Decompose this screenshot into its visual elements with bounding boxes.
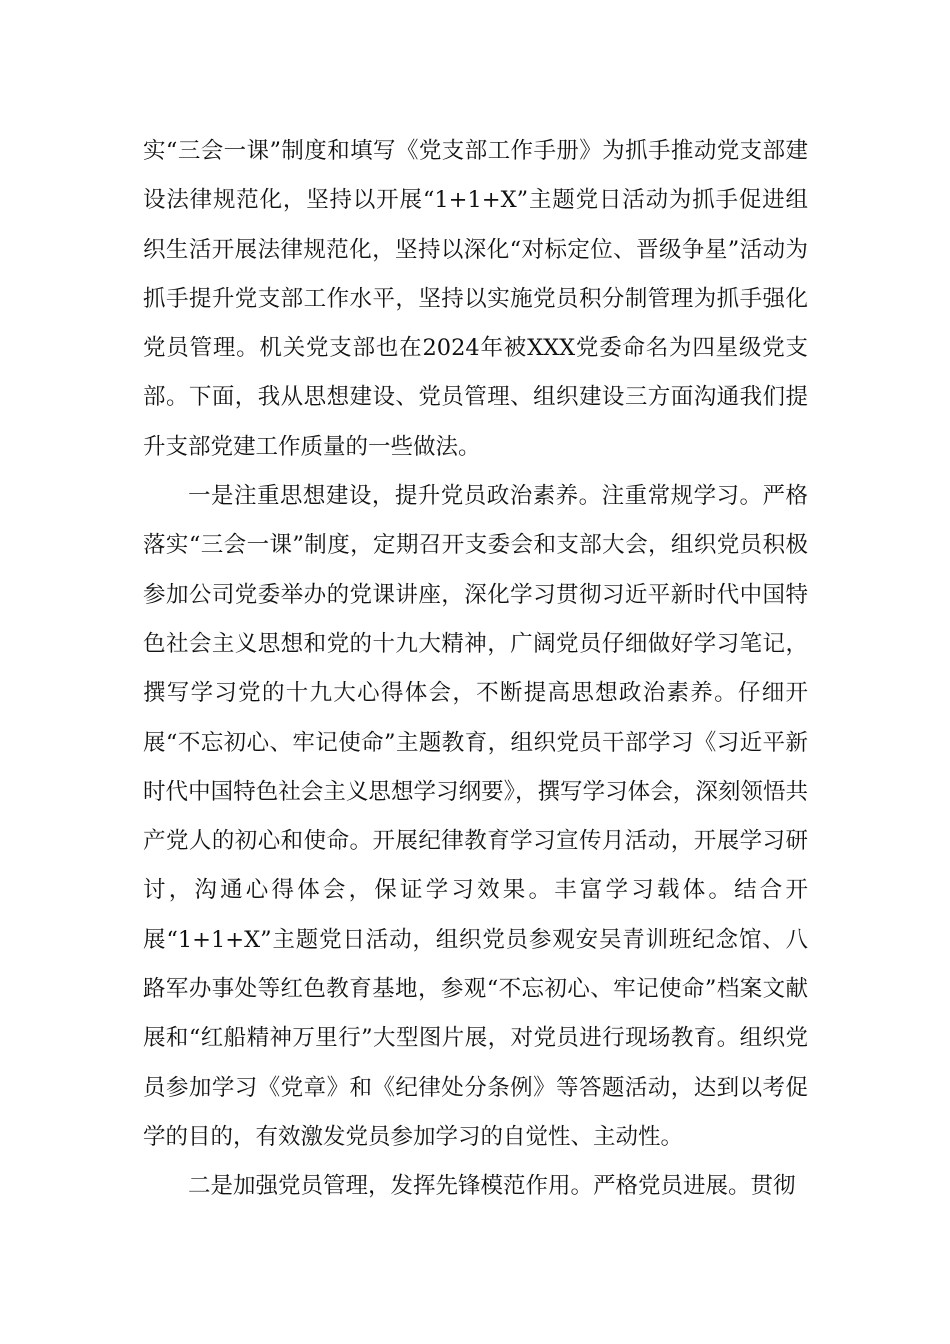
paragraph-ideological-building: 一是注重思想建设，提升党员政治素养。注重常规学习。严格落实“三会一课”制度，定期召开支委会和支部大会，组织党员积极参加公司党委举办的党课讲座，深化学习贯彻习近平新时代中国特色社会主义思想和党的十九大精神，广阔党员仔细做好学习笔记，撰写学习党的十九大心得体会，不断提高思想政治素养。仔细开展“不忘初心、牢记使命”主题教育，组织党员干部学习《习近平新时代中国特色社会主义思想学习纲要》，撰写学习体会，深刻领悟共产党人的初心和使命。开展纪律教育学习宣传月活动，开展学习研讨，沟通心得体会，保证学习效果。丰富学习载体。结合开展“1+1+X”主题党日活动，组织党员参观安吴青训班纪念馆、八路军办事处等红色教育基地，参观“不忘初心、牢记使命”档案文献展和“红船精神万里行”大型图片展，对党员进行现场教育。组织党员参加学习《党章》和《纪律处分条例》等答题活动，达到以考促学的目的，有效激发党员参加学习的自觉性、主动性。 bbox=[143, 483, 808, 1150]
paragraph-continued: 实“三会一课”制度和填写《党支部工作手册》为抓手推动党支部建设法律规范化，坚持以开展“1+1+X”主题党日活动为抓手促进组织生活开展法律规范化，坚持以深化“对标定位、晋级争星”活动为抓手提升党支部工作水平，坚持以实施党员积分制管理为抓手强化党员管理。机关党支部也在2024年被XXX党委命名为四星级党支部。下面，我从思想建设、党员管理、组织建设三方面沟通我们提升支部党建工作质量的一些做法。 bbox=[143, 138, 808, 460]
document-body bbox=[143, 127, 808, 1212]
paragraph-member-management: 二是加强党员管理，发挥先锋模范作用。严格党员进展。贯彻 bbox=[188, 1173, 796, 1200]
